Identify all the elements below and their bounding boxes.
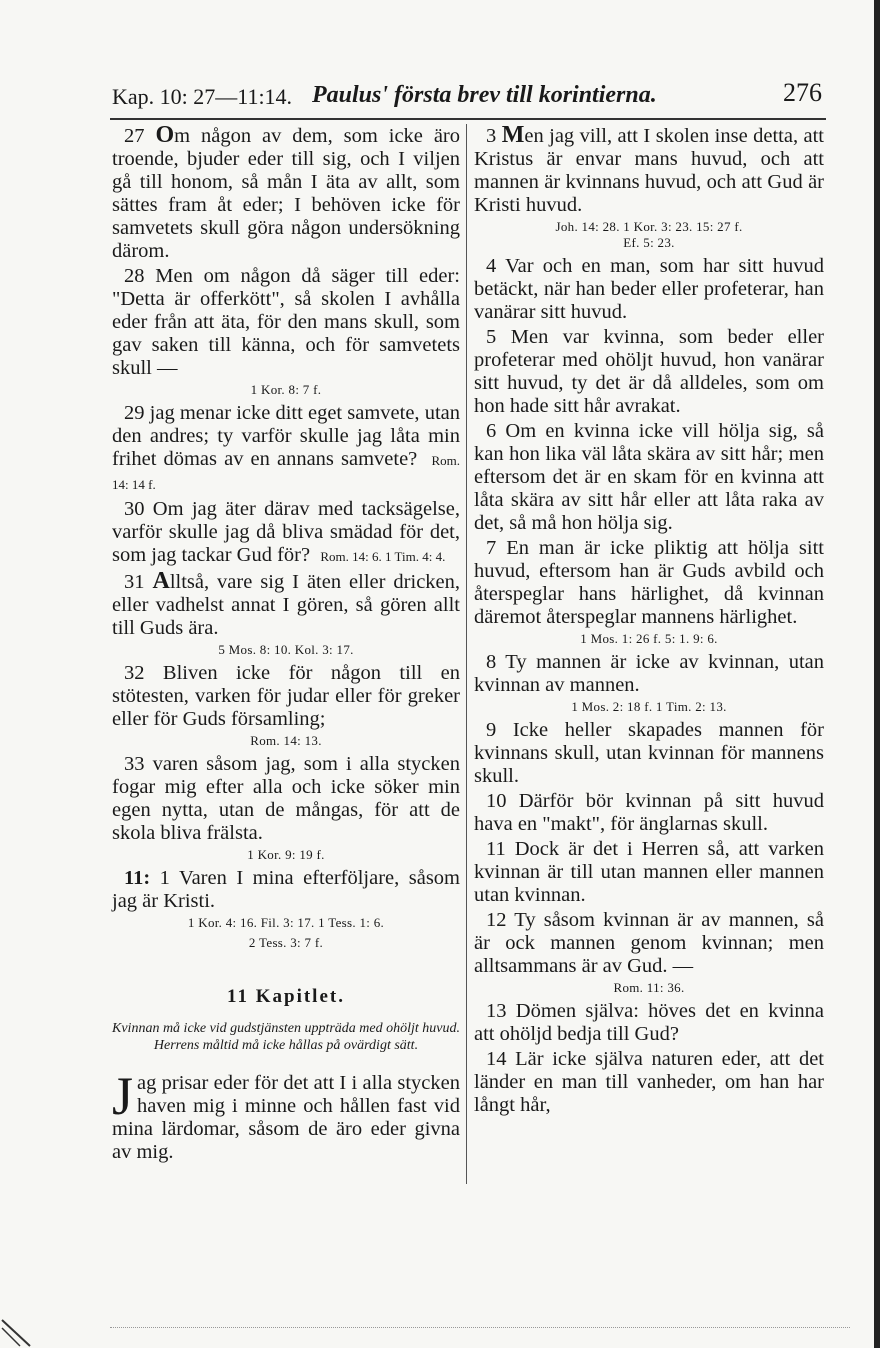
verse-9: 9 Icke heller skapades mannen för kvinnans skull, utan kvinnan för mannens skull. xyxy=(474,719,824,787)
book-title: Paulus' första brev till korintierna. xyxy=(312,82,657,108)
page-edge xyxy=(874,0,880,1348)
cross-reference: 1 Kor. 4: 16. Fil. 3: 17. 1 Tess. 1: 6. xyxy=(187,915,385,930)
cross-reference: 5 Mos. 8: 10. Kol. 3: 17. xyxy=(218,642,354,657)
page-corner-icon xyxy=(0,1308,40,1348)
cross-reference: 1 Mos. 1: 26 f. 5: 1. 9: 6. xyxy=(580,631,718,646)
verse-33: 33 varen såsom jag, som i alla stycken fogar mig efter alla och icke söker min egen nytta, utan de mångas, för att de skola bliva frälsta. xyxy=(112,753,460,844)
chapter-heading: 11 Kapitlet. xyxy=(227,986,345,1007)
verse-12: 12 Ty såsom kvinnan är av mannen, så är ock mannen genom kvinnan; men alltsammans är av Gud. — xyxy=(474,909,824,977)
verse-32: 32 Bliven icke för någon till en stötesten, varken för judar eller för greker eller för Guds församling; xyxy=(112,662,460,730)
cross-reference: 1 Kor. 9: 19 f. xyxy=(247,847,325,862)
right-column xyxy=(474,124,824,1119)
verse-6: 6 Om en kvinna icke vill hölja sig, så kan hon lika väl låta skära av sitt hår; men eftersom det är en skam för en kvinna att låta skära av sitt hår eller att låta raka av det, så må hon hölja sig. xyxy=(474,420,824,534)
verse-10: 10 Därför bör kvinnan på sitt huvud hava en "makt", för änglarnas skull. xyxy=(474,790,824,835)
cross-reference: Joh. 14: 28. 1 Kor. 3: 23. 15: 27 f. xyxy=(555,219,743,234)
cross-reference: 1 Kor. 8: 7 f. xyxy=(250,382,322,397)
cross-reference: 1 Mos. 2: 18 f. 1 Tim. 2: 13. xyxy=(571,699,727,714)
verse-5: 5 Men var kvinna, som beder eller profeterar med ohöljt huvud, hon vanärar sitt huvud, ty det är då alldeles, som om hon hade sitt hår avrakat. xyxy=(474,326,824,417)
page-header xyxy=(112,78,826,116)
verse-11-1: 11: 1 Varen I mina efterföljare, såsom jag är Kristi. xyxy=(112,867,460,912)
verse-8: 8 Ty mannen är icke av kvinnan, utan kvinnan av mannen. xyxy=(474,651,824,696)
verse-31: 31 Alltså, vare sig I äten eller dricken, eller vadhelst annat I gören, så gören allt till Guds ära. xyxy=(112,568,461,639)
cross-reference: Rom. 14: 13. xyxy=(250,733,322,748)
left-column xyxy=(112,124,460,1164)
cross-reference: Ef. 5: 23. xyxy=(623,235,675,250)
drop-cap: J xyxy=(112,1066,134,1126)
page-number: 276 xyxy=(783,78,822,107)
verse-30: 30 Om jag äter därav med tacksägelse, varför skulle jag då bliva smädad för det, som jag tackar Gud för? Rom. 14: 6. 1 Tim. 4: 4. xyxy=(112,498,460,566)
verse-29: 29 jag menar icke ditt eget samvete, utan den andres; ty varför skulle jag låta min frihet dömas av en annans samvete? Rom. 14: 14 f. xyxy=(112,402,460,492)
verse-14: 14 Lär icke själva naturen eder, att det länder en man till vanheder, om han har långt hår, xyxy=(474,1048,824,1116)
cross-reference: 2 Tess. 3: 7 f. xyxy=(248,935,324,950)
chapter-reference: Kap. 10: 27—11:14. xyxy=(112,84,293,109)
verse-7: 7 En man är icke pliktig att hölja sitt huvud, eftersom han är Guds avbild och återspeglar hans härlighet, då kvinnan däremot återspeglar mannens härlighet. xyxy=(474,537,824,628)
verse-13: 13 Dömen själva: höves det en kvinna att ohöljd bedja till Gud? xyxy=(474,1000,824,1045)
verse-4: 4 Var och en man, som har sitt huvud betäckt, när han beder eller profeterar, han vanärar sitt huvud. xyxy=(474,255,824,323)
verse-2: Jag prisar eder för det att I i alla stycken haven mig i minne och hållen fast vid mina lärdomar, såsom de äro eder givna av mig. xyxy=(112,1066,460,1163)
cross-reference: Rom. 11: 36. xyxy=(613,980,685,995)
bottom-edge xyxy=(110,1327,850,1328)
chapter-summary: Kvinnan må icke vid gudstjänsten uppträda med ohöljt huvud. Herrens måltid må icke hållas på ovärdigt sätt. xyxy=(112,1021,461,1053)
header-rule xyxy=(110,118,826,120)
column-divider xyxy=(466,124,467,1184)
verse-28: 28 Men om någon då säger till eder: "Detta är offerkött", så skolen I avhålla eder från att äta, för den mans skull, som gav saken till känna, och för samvetets skull — xyxy=(112,265,460,379)
verse-3: 3 Men jag vill, att I skolen inse detta, att Kristus är envar mans huvud, och att mannen är kvinnans huvud, och att Gud är Kristi huvud. xyxy=(474,122,824,216)
verse-11: 11 Dock är det i Herren så, att varken kvinnan är till utan mannen eller mannen utan kvinnan. xyxy=(474,838,824,906)
verse-27: 27 Om någon av dem, som icke äro troende, bjuder eder till sig, och I viljen gå till honom, så mån I äta av allt, som sättes fram åt eder; I behöven icke för samvetets skull göra någon undersökning därom. xyxy=(112,122,460,262)
